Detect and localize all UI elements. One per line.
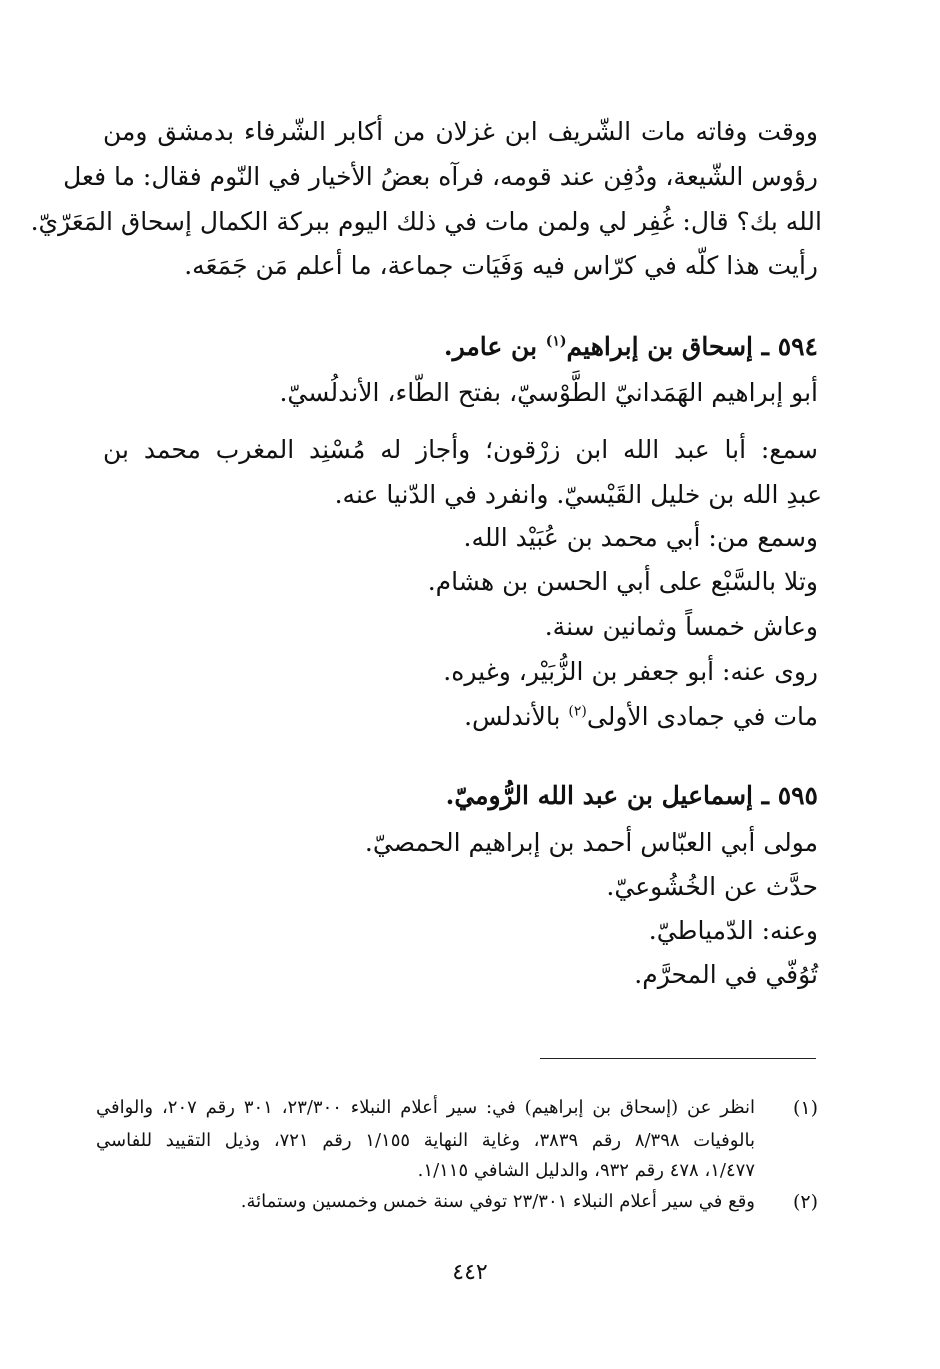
text-line: الله بك؟ قال: غُفِر لي ولمن مات في ذلك اليوم ببركة الكمال إسحاق المَعَرّيّ. [30, 207, 822, 236]
footnote-line: انظر عن (إسحاق بن إبراهيم) في: سير أعلام النبلاء ٢٣/٣٠٠، ٣٠١ رقم ٢٠٧، والوافي [96, 1097, 755, 1118]
text-line: أبو إبراهيم الهَمَدانيّ الطَّوْسيّ، بفتح الطّاء، الأندلُسيّ. [279, 378, 818, 407]
footnote-number: (١) [792, 1097, 818, 1119]
text-line: حدَّث عن الخُشُوعيّ. [606, 872, 818, 901]
text-line: وعاش خمساً وثمانين سنة. [544, 612, 818, 641]
footnote-line: وقع في سير أعلام النبلاء ٢٣/٣٠١ توفي سنة خمس وخمسين وستمائة. [240, 1191, 755, 1212]
text-line: وعنه: الدّمياطيّ. [648, 916, 818, 945]
text-line: وسمع من: أبي محمد بن عُبَيْد الله. [463, 523, 818, 552]
line-text: بالأندلس. [464, 702, 569, 731]
entry-heading [444, 327, 818, 367]
footnote-divider [540, 1058, 816, 1059]
heading-text: ٥٩٤ ـ إسحاق بن إبراهيم [566, 332, 818, 361]
text-line [464, 697, 818, 737]
text-line: روى عنه: أبو جعفر بن الزُّبَيْر، وغيره. [443, 657, 818, 686]
heading-text: بن عامر. [443, 332, 546, 361]
entry-heading: ٥٩٥ ـ إسماعيل بن عبد الله الرُّوميّ. [445, 781, 818, 810]
line-text: مات في جمادى الأولى [586, 702, 818, 731]
text-line: وتلا بالسَّبْع على أبي الحسن بن هشام. [427, 567, 818, 596]
text-line: عبدِ الله بن خليل القَيْسيّ. وانفرد في الدّنيا عنه. [334, 480, 822, 509]
text-line: ووقت وفاته مات الشّريف ابن غزلان من أكابر الشّرفاء بدمشق ومن [103, 117, 818, 146]
footnote-line: ١/٤٧٧، ٤٧٨ رقم ٩٣٢، والدليل الشافي ١/١١٥. [417, 1160, 755, 1181]
text-line: تُوُفّي في المحرَّم. [634, 960, 818, 989]
text-line: مولى أبي العبّاس أحمد بن إبراهيم الحمصيّ. [364, 828, 818, 857]
text-line: رأيت هذا كلّه في كرّاس فيه وَفَيَات جماعة، ما أعلم مَن جَمَعَه. [184, 251, 818, 280]
text-line: سمع: أبا عبد الله ابن زرْقون؛ وأجاز له مُسْنِد المغرب محمد بن [103, 435, 818, 464]
footnote-line: بالوفيات ٨/٣٩٨ رقم ٣٨٣٩، وغاية النهاية ١/١٥٥ رقم ٧٢١، وذيل التقييد للفاسي [96, 1130, 755, 1151]
text-line: رؤوس الشّيعة، ودُفِن عند قومه، فرآه بعضُ الأخيار في النّوم فقال: ما فعل [63, 162, 818, 191]
footnote-marker: (٢) [568, 703, 587, 720]
page-number: ٤٤٢ [452, 1260, 488, 1285]
footnote-marker: (١) [545, 333, 567, 350]
footnote-number: (٢) [792, 1191, 818, 1213]
